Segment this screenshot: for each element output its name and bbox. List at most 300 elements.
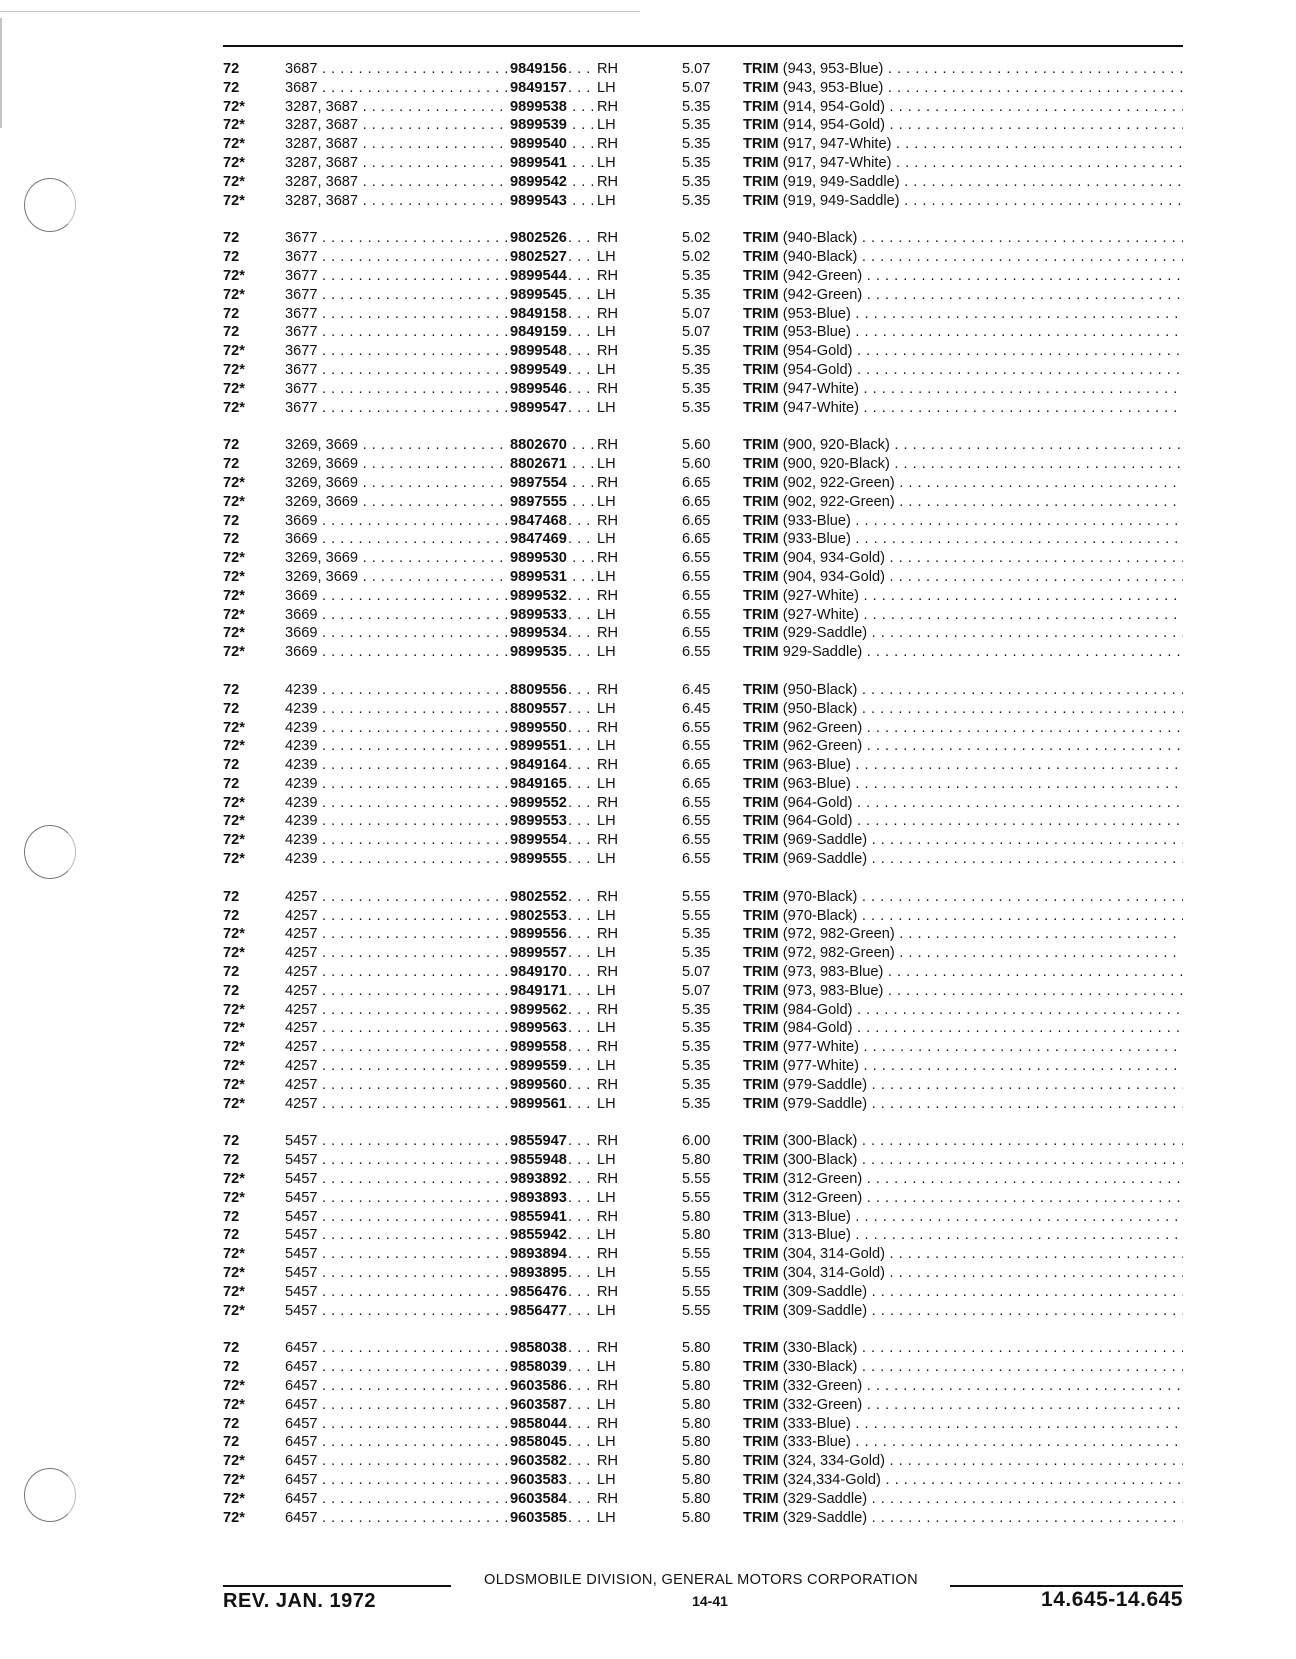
model-year: 72* [223, 380, 245, 397]
part-number: 9899540 [507, 135, 567, 154]
part-number: 9802526 [507, 229, 567, 248]
trim-code: (332-Green) [782, 1378, 863, 1394]
trim-code: (917, 947-White) [782, 154, 892, 171]
model-year: 72 [223, 1340, 240, 1357]
list-price: 5.55 [682, 1302, 711, 1319]
model-year: 72* [223, 644, 245, 661]
trim-code: (933-Blue) [782, 512, 851, 529]
part-number: 9899558 [507, 1038, 567, 1057]
description-keyword: TRIM [743, 1039, 779, 1056]
part-number: 9899550 [507, 719, 567, 738]
list-price: 6.65 [682, 757, 711, 774]
body-style: 4257 . . . [285, 1001, 593, 1020]
model-year: 72* [223, 926, 245, 943]
model-year: 72* [223, 719, 245, 736]
list-price: 6.45 [682, 681, 711, 698]
side: RH [597, 888, 619, 905]
body-style: 3677 . . . [285, 361, 593, 380]
list-price: 5.80 [682, 1490, 711, 1507]
table-row [223, 380, 1183, 399]
side: RH [597, 681, 619, 698]
description [743, 1208, 1183, 1227]
side: RH [597, 173, 619, 190]
trim-code: (962-Green) [782, 738, 863, 755]
side: RH [597, 757, 619, 774]
side: LH [597, 154, 616, 171]
description [743, 831, 1183, 850]
description-keyword: TRIM [743, 474, 779, 491]
model-year: 72* [223, 813, 245, 830]
model-year: 72* [223, 267, 245, 284]
trim-code: (927-White) [782, 606, 859, 623]
body-style: 6457 . . . [285, 1396, 593, 1415]
trim-code: (969-Saddle) [782, 832, 868, 849]
trim-code: (964-Gold) [782, 794, 853, 811]
part-number: 9802552 [507, 888, 567, 907]
body-style: 3287, 3687 . . . [285, 116, 593, 135]
description [743, 1001, 1183, 1020]
side: LH [597, 493, 616, 510]
part-number: 9899545 [507, 286, 567, 305]
footer-page-number: 14-41 [692, 1593, 728, 1609]
body-style: 4239 . . . [285, 850, 593, 869]
description [743, 1509, 1183, 1528]
trim-code: (970-Black) [782, 888, 858, 905]
description-keyword: TRIM [743, 286, 779, 303]
body-style: 4257 . . . [285, 982, 593, 1001]
table-row [223, 1151, 1183, 1170]
list-price: 6.00 [682, 1133, 711, 1150]
list-price: 5.60 [682, 456, 711, 473]
part-number: 9899562 [507, 1001, 567, 1020]
description-keyword: TRIM [743, 399, 779, 416]
table-row [223, 1076, 1183, 1095]
body-style: 5457 . . . [285, 1245, 593, 1264]
footer-rule-right [950, 1585, 1183, 1587]
description [743, 1433, 1183, 1452]
description [743, 1170, 1183, 1189]
model-year: 72* [223, 1039, 245, 1056]
model-year: 72* [223, 1095, 245, 1112]
trim-code: (984-Gold) [782, 1020, 853, 1037]
body-style: 4257 . . . [285, 1057, 593, 1076]
table-row [223, 681, 1183, 700]
table-row [223, 1509, 1183, 1528]
part-number: 9855942 [507, 1226, 567, 1245]
model-year: 72* [223, 1302, 245, 1319]
side: RH [597, 794, 619, 811]
side: RH [597, 1453, 619, 1470]
side: RH [597, 1415, 619, 1432]
trim-code: (329-Saddle) [782, 1490, 868, 1507]
side: LH [597, 982, 616, 999]
body-style: 3677 . . . [285, 305, 593, 324]
table-row [223, 700, 1183, 719]
side: RH [597, 1171, 619, 1188]
body-style: 5457 . . . [285, 1302, 593, 1321]
model-year: 72* [223, 851, 245, 868]
trim-code: (900, 920-Black) [782, 456, 890, 473]
side: RH [597, 1283, 619, 1300]
part-group [223, 1339, 1183, 1527]
body-style: 3677 . . . [285, 229, 593, 248]
part-number: 9849170 [507, 963, 567, 982]
side: RH [597, 512, 619, 529]
part-number: 9849165 [507, 775, 567, 794]
part-number: 9899535 [507, 643, 567, 662]
trim-code: (333-Blue) [782, 1434, 851, 1451]
table-row [223, 587, 1183, 606]
list-price: 5.80 [682, 1396, 711, 1413]
table-row [223, 1038, 1183, 1057]
footer-revision: REV. JAN. 1972 [223, 1590, 377, 1612]
side: LH [597, 775, 616, 792]
part-number: 9899555 [507, 850, 567, 869]
scan-edge-left [0, 18, 2, 128]
part-group [223, 681, 1183, 869]
trim-code: (902, 922-Green) [782, 474, 895, 491]
list-price: 5.35 [682, 1039, 711, 1056]
part-number: 9899544 [507, 267, 567, 286]
body-style: 4239 . . . [285, 775, 593, 794]
description-keyword: TRIM [743, 98, 779, 115]
trim-code: (947-White) [782, 380, 859, 397]
list-price: 6.65 [682, 531, 711, 548]
table-row [223, 643, 1183, 662]
table-row [223, 1377, 1183, 1396]
table-row [223, 1001, 1183, 1020]
list-price: 6.65 [682, 512, 711, 529]
table-row [223, 1339, 1183, 1358]
side: LH [597, 79, 616, 96]
table-row [223, 1283, 1183, 1302]
trim-code: (953-Blue) [782, 305, 851, 322]
side: RH [597, 1076, 619, 1093]
body-style: 3677 . . . [285, 323, 593, 342]
description-keyword: TRIM [743, 945, 779, 962]
table-row [223, 1057, 1183, 1076]
description-keyword: TRIM [743, 1058, 779, 1075]
list-price: 5.55 [682, 1171, 711, 1188]
body-style: 4239 . . . [285, 794, 593, 813]
body-style: 4257 . . . [285, 1038, 593, 1057]
model-year: 72* [223, 550, 245, 567]
body-style: 3287, 3687 . . . [285, 154, 593, 173]
model-year: 72 [223, 775, 240, 792]
description [743, 267, 1183, 286]
list-price: 5.35 [682, 399, 711, 416]
side: RH [597, 587, 619, 604]
model-year: 72 [223, 700, 240, 717]
part-number: 9893894 [507, 1245, 567, 1264]
body-style: 5457 . . . [285, 1170, 593, 1189]
list-price: 5.55 [682, 888, 711, 905]
side: RH [597, 719, 619, 736]
table-row [223, 361, 1183, 380]
table-row [223, 1264, 1183, 1283]
description-keyword: TRIM [743, 1302, 779, 1319]
model-year: 72 [223, 230, 240, 247]
part-number: 8809556 [507, 681, 567, 700]
model-year: 72 [223, 305, 240, 322]
body-style: 5457 . . . [285, 1283, 593, 1302]
description [743, 229, 1183, 248]
side: LH [597, 192, 616, 209]
trim-code: (914, 954-Gold) [782, 117, 885, 134]
description-keyword: TRIM [743, 380, 779, 397]
description-keyword: TRIM [743, 1246, 779, 1263]
part-number: 9899542 [507, 173, 567, 192]
side: RH [597, 1378, 619, 1394]
list-price: 6.55 [682, 851, 711, 868]
side: LH [597, 644, 616, 661]
table-row [223, 135, 1183, 154]
trim-code: (942-Green) [782, 286, 863, 303]
side: RH [597, 625, 619, 642]
body-style: 3677 . . . [285, 248, 593, 267]
table-row [223, 1415, 1183, 1434]
description [743, 1057, 1183, 1076]
model-year: 72* [223, 1509, 245, 1526]
model-year: 72* [223, 98, 245, 115]
list-price: 6.55 [682, 719, 711, 736]
side: RH [597, 1001, 619, 1018]
table-row [223, 154, 1183, 173]
part-number: 9847469 [507, 530, 567, 549]
table-row [223, 549, 1183, 568]
trim-code: (914, 954-Gold) [782, 98, 885, 115]
list-price: 5.55 [682, 1189, 711, 1206]
trim-code: (300-Black) [782, 1133, 858, 1150]
trim-code: (979-Saddle) [782, 1095, 868, 1112]
part-number: 9899531 [507, 568, 567, 587]
description-keyword: TRIM [743, 437, 779, 454]
table-row [223, 173, 1183, 192]
part-group [223, 229, 1183, 417]
body-style: 3677 . . . [285, 286, 593, 305]
part-number: 9899549 [507, 361, 567, 380]
part-group [223, 888, 1183, 1114]
body-style: 3269, 3669 . . . [285, 474, 593, 493]
description [743, 323, 1183, 342]
part-number: 9899557 [507, 944, 567, 963]
part-number: 9899559 [507, 1057, 567, 1076]
list-price: 5.80 [682, 1378, 711, 1394]
side: RH [597, 550, 619, 567]
description [743, 944, 1183, 963]
part-number: 9899556 [507, 925, 567, 944]
model-year: 72 [223, 1359, 240, 1376]
trim-code: (304, 314-Gold) [782, 1265, 885, 1282]
trim-code: (950-Black) [782, 700, 858, 717]
description [743, 79, 1183, 98]
side: RH [597, 964, 619, 981]
part-number: 9899534 [507, 624, 567, 643]
part-number: 9899532 [507, 587, 567, 606]
part-group [223, 60, 1183, 210]
body-style: 3269, 3669 . . . [285, 493, 593, 512]
model-year: 72* [223, 173, 245, 190]
model-year: 72* [223, 1453, 245, 1470]
part-number: 9849171 [507, 982, 567, 1001]
side: RH [597, 380, 619, 397]
side: LH [597, 851, 616, 868]
part-number: 9603582 [507, 1452, 567, 1471]
part-number: 9899553 [507, 812, 567, 831]
description [743, 248, 1183, 267]
list-price: 5.35 [682, 98, 711, 115]
description [743, 700, 1183, 719]
description [743, 286, 1183, 305]
body-style: 6457 . . . [285, 1377, 593, 1396]
list-price: 5.35 [682, 361, 711, 378]
part-number: 9858044 [507, 1415, 567, 1434]
list-price: 5.02 [682, 230, 711, 247]
body-style: 4257 . . . [285, 888, 593, 907]
description [743, 135, 1183, 154]
part-number: 9899560 [507, 1076, 567, 1095]
description [743, 756, 1183, 775]
list-price: 6.65 [682, 493, 711, 510]
model-year: 72 [223, 79, 240, 96]
description-keyword: TRIM [743, 305, 779, 322]
trim-code: (977-White) [782, 1058, 859, 1075]
description-keyword: TRIM [743, 361, 779, 378]
description-keyword: TRIM [743, 550, 779, 567]
part-number: 9849164 [507, 756, 567, 775]
trim-code: (919, 949-Saddle) [782, 173, 900, 190]
description-keyword: TRIM [743, 681, 779, 698]
table-row [223, 812, 1183, 831]
body-style: 4257 . . . [285, 907, 593, 926]
trim-code: (953-Blue) [782, 324, 851, 341]
body-style: 3669 . . . [285, 587, 593, 606]
model-year: 72* [223, 1246, 245, 1263]
list-price: 5.55 [682, 907, 711, 924]
part-number: 9897555 [507, 493, 567, 512]
side: RH [597, 230, 619, 247]
table-row [223, 925, 1183, 944]
description [743, 1132, 1183, 1151]
model-year: 72 [223, 1415, 240, 1432]
description-keyword: TRIM [743, 1359, 779, 1376]
trim-code: (312-Green) [782, 1189, 863, 1206]
body-style: 4239 . . . [285, 756, 593, 775]
description-keyword: TRIM [743, 1095, 779, 1112]
model-year: 72* [223, 945, 245, 962]
side: LH [597, 1302, 616, 1319]
part-number: 9899541 [507, 154, 567, 173]
trim-code: (332-Green) [782, 1396, 863, 1413]
model-year: 72 [223, 964, 240, 981]
description [743, 1452, 1183, 1471]
description-keyword: TRIM [743, 1415, 779, 1432]
model-year: 72 [223, 324, 240, 341]
description-keyword: TRIM [743, 775, 779, 792]
list-price: 5.35 [682, 1058, 711, 1075]
part-number: 9899548 [507, 342, 567, 361]
part-number: 9893892 [507, 1170, 567, 1189]
model-year: 72* [223, 1396, 245, 1413]
model-year: 72 [223, 907, 240, 924]
trim-code: (929-Saddle) [782, 625, 868, 642]
description [743, 1019, 1183, 1038]
side: RH [597, 437, 619, 454]
description-keyword: TRIM [743, 343, 779, 360]
description [743, 643, 1183, 662]
body-style: 3269, 3669 . . . [285, 455, 593, 474]
list-price: 5.35 [682, 154, 711, 171]
side: RH [597, 1340, 619, 1357]
trim-code: (933-Blue) [782, 531, 851, 548]
body-style: 3687 . . . [285, 60, 593, 79]
table-row [223, 1189, 1183, 1208]
model-year: 72 [223, 531, 240, 548]
body-style: 3677 . . . [285, 267, 593, 286]
part-number: 9603585 [507, 1509, 567, 1528]
trim-code: (300-Black) [782, 1152, 858, 1169]
side: LH [597, 249, 616, 266]
list-price: 5.55 [682, 1265, 711, 1282]
table-row [223, 737, 1183, 756]
table-row [223, 1490, 1183, 1509]
table-row [223, 323, 1183, 342]
side: LH [597, 606, 616, 623]
list-price: 6.45 [682, 700, 711, 717]
description-keyword: TRIM [743, 644, 779, 661]
description [743, 512, 1183, 531]
description [743, 1415, 1183, 1434]
trim-code: (942-Green) [782, 267, 863, 284]
list-price: 5.35 [682, 926, 711, 943]
table-row [223, 1019, 1183, 1038]
model-year: 72* [223, 343, 245, 360]
list-price: 6.55 [682, 568, 711, 585]
body-style: 6457 . . . [285, 1358, 593, 1377]
trim-code: (954-Gold) [782, 343, 853, 360]
description-keyword: TRIM [743, 1453, 779, 1470]
side: LH [597, 738, 616, 755]
trim-code: (330-Black) [782, 1340, 858, 1357]
table-row [223, 624, 1183, 643]
side: LH [597, 1396, 616, 1413]
body-style: 6457 . . . [285, 1415, 593, 1434]
trim-code: (950-Black) [782, 681, 858, 698]
table-row [223, 963, 1183, 982]
trim-code: (309-Saddle) [782, 1283, 868, 1300]
model-year: 72* [223, 587, 245, 604]
description-keyword: TRIM [743, 1227, 779, 1244]
table-row [223, 1170, 1183, 1189]
list-price: 5.55 [682, 1283, 711, 1300]
side: LH [597, 324, 616, 341]
punch-hole-bottom [24, 1468, 76, 1522]
table-row [223, 455, 1183, 474]
table-row [223, 1095, 1183, 1114]
table-row [223, 248, 1183, 267]
trim-code: (943, 953-Blue) [782, 79, 884, 96]
trim-code: (977-White) [782, 1039, 859, 1056]
table-row [223, 512, 1183, 531]
parts-table [223, 60, 1183, 1546]
body-style: 3269, 3669 . . . [285, 436, 593, 455]
description [743, 606, 1183, 625]
list-price: 5.35 [682, 267, 711, 284]
trim-code: (972, 982-Green) [782, 945, 895, 962]
list-price: 5.35 [682, 343, 711, 360]
description [743, 681, 1183, 700]
body-style: 3269, 3669 . . . [285, 568, 593, 587]
